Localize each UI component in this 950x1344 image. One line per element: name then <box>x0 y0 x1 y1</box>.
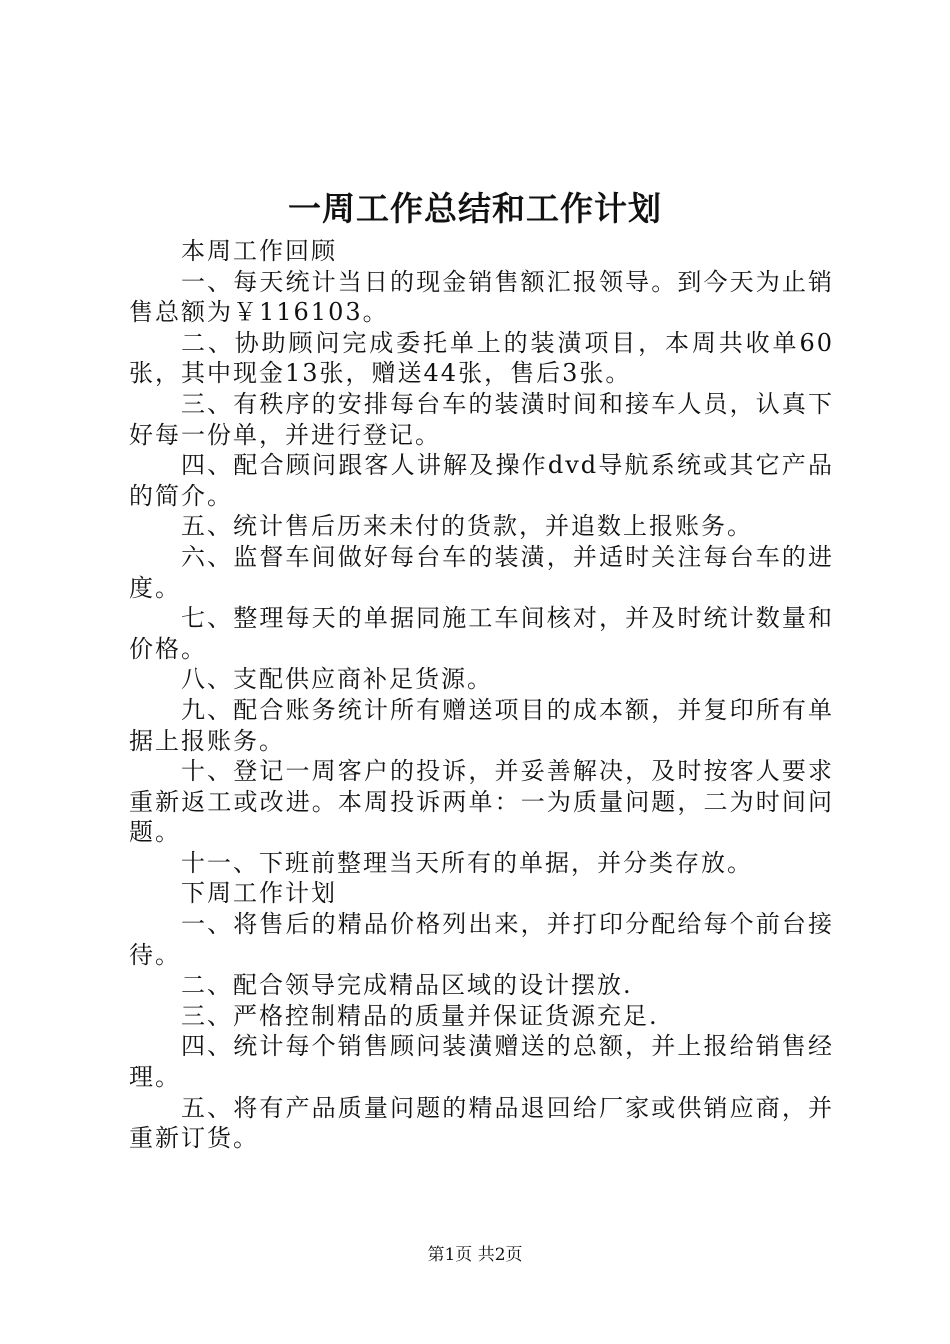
review-item-5: 五、统计售后历来未付的货款，并追数上报账务。 <box>181 512 753 541</box>
review-item-7: 七、整理每天的单据同施工车间核对，并及时统计数量和价格。 <box>129 604 834 663</box>
document-title: 一周工作总结和工作计划 <box>288 189 662 228</box>
review-item-9: 九、配合账务统计所有赠送项目的成本额，并复印所有单据上报账务。 <box>129 695 834 755</box>
review-item-3: 三、有秩序的安排每台车的装潢时间和接车人员，认真下好每一份单，并进行登记。 <box>129 389 834 449</box>
plan-item-5: 五、将有产品质量问题的精品退回给厂家或供销应商，并重新订货。 <box>129 1093 834 1153</box>
plan-item-1: 一、将售后的精品价格列出来，并打印分配给每个前台接待。 <box>129 910 834 969</box>
review-item-10: 十、登记一周客户的投诉，并妥善解决，及时按客人要求重新返工或改进。本周投诉两单：一为质量问题，二为时间问题。 <box>129 757 834 847</box>
review-item-2: 二、协助顾问完成委托单上的装潢项目，本周共收单60张，其中现金13张，赠送44张，售后3张。 <box>129 328 834 388</box>
review-item-1: 一、每天统计当日的现金销售额汇报领导。到今天为止销售总额为￥116103。 <box>129 267 834 327</box>
review-item-4: 四、配合顾问跟客人讲解及操作dvd导航系统或其它产品的简介。 <box>129 451 834 510</box>
plan-item-2: 二、配合领导完成精品区域的设计摆放. <box>181 971 633 1000</box>
section-heading-review: 本周工作回顾 <box>181 237 337 265</box>
plan-item-3: 三、严格控制精品的质量并保证货源充足. <box>181 1001 659 1030</box>
review-item-8: 八、支配供应商补足货源。 <box>181 665 493 694</box>
plan-item-4: 四、统计每个销售顾问装潢赠送的总额，并上报给销售经理。 <box>129 1032 834 1092</box>
section-heading-plan: 下周工作计划 <box>181 879 337 908</box>
review-item-11: 十一、下班前整理当天所有的单据，并分类存放。 <box>181 848 753 877</box>
review-item-6: 六、监督车间做好每台车的装潢，并适时关注每台车的进度。 <box>129 542 834 602</box>
document-body <box>129 236 834 1154</box>
page-footer: 第1页 共2页 <box>427 1245 523 1265</box>
